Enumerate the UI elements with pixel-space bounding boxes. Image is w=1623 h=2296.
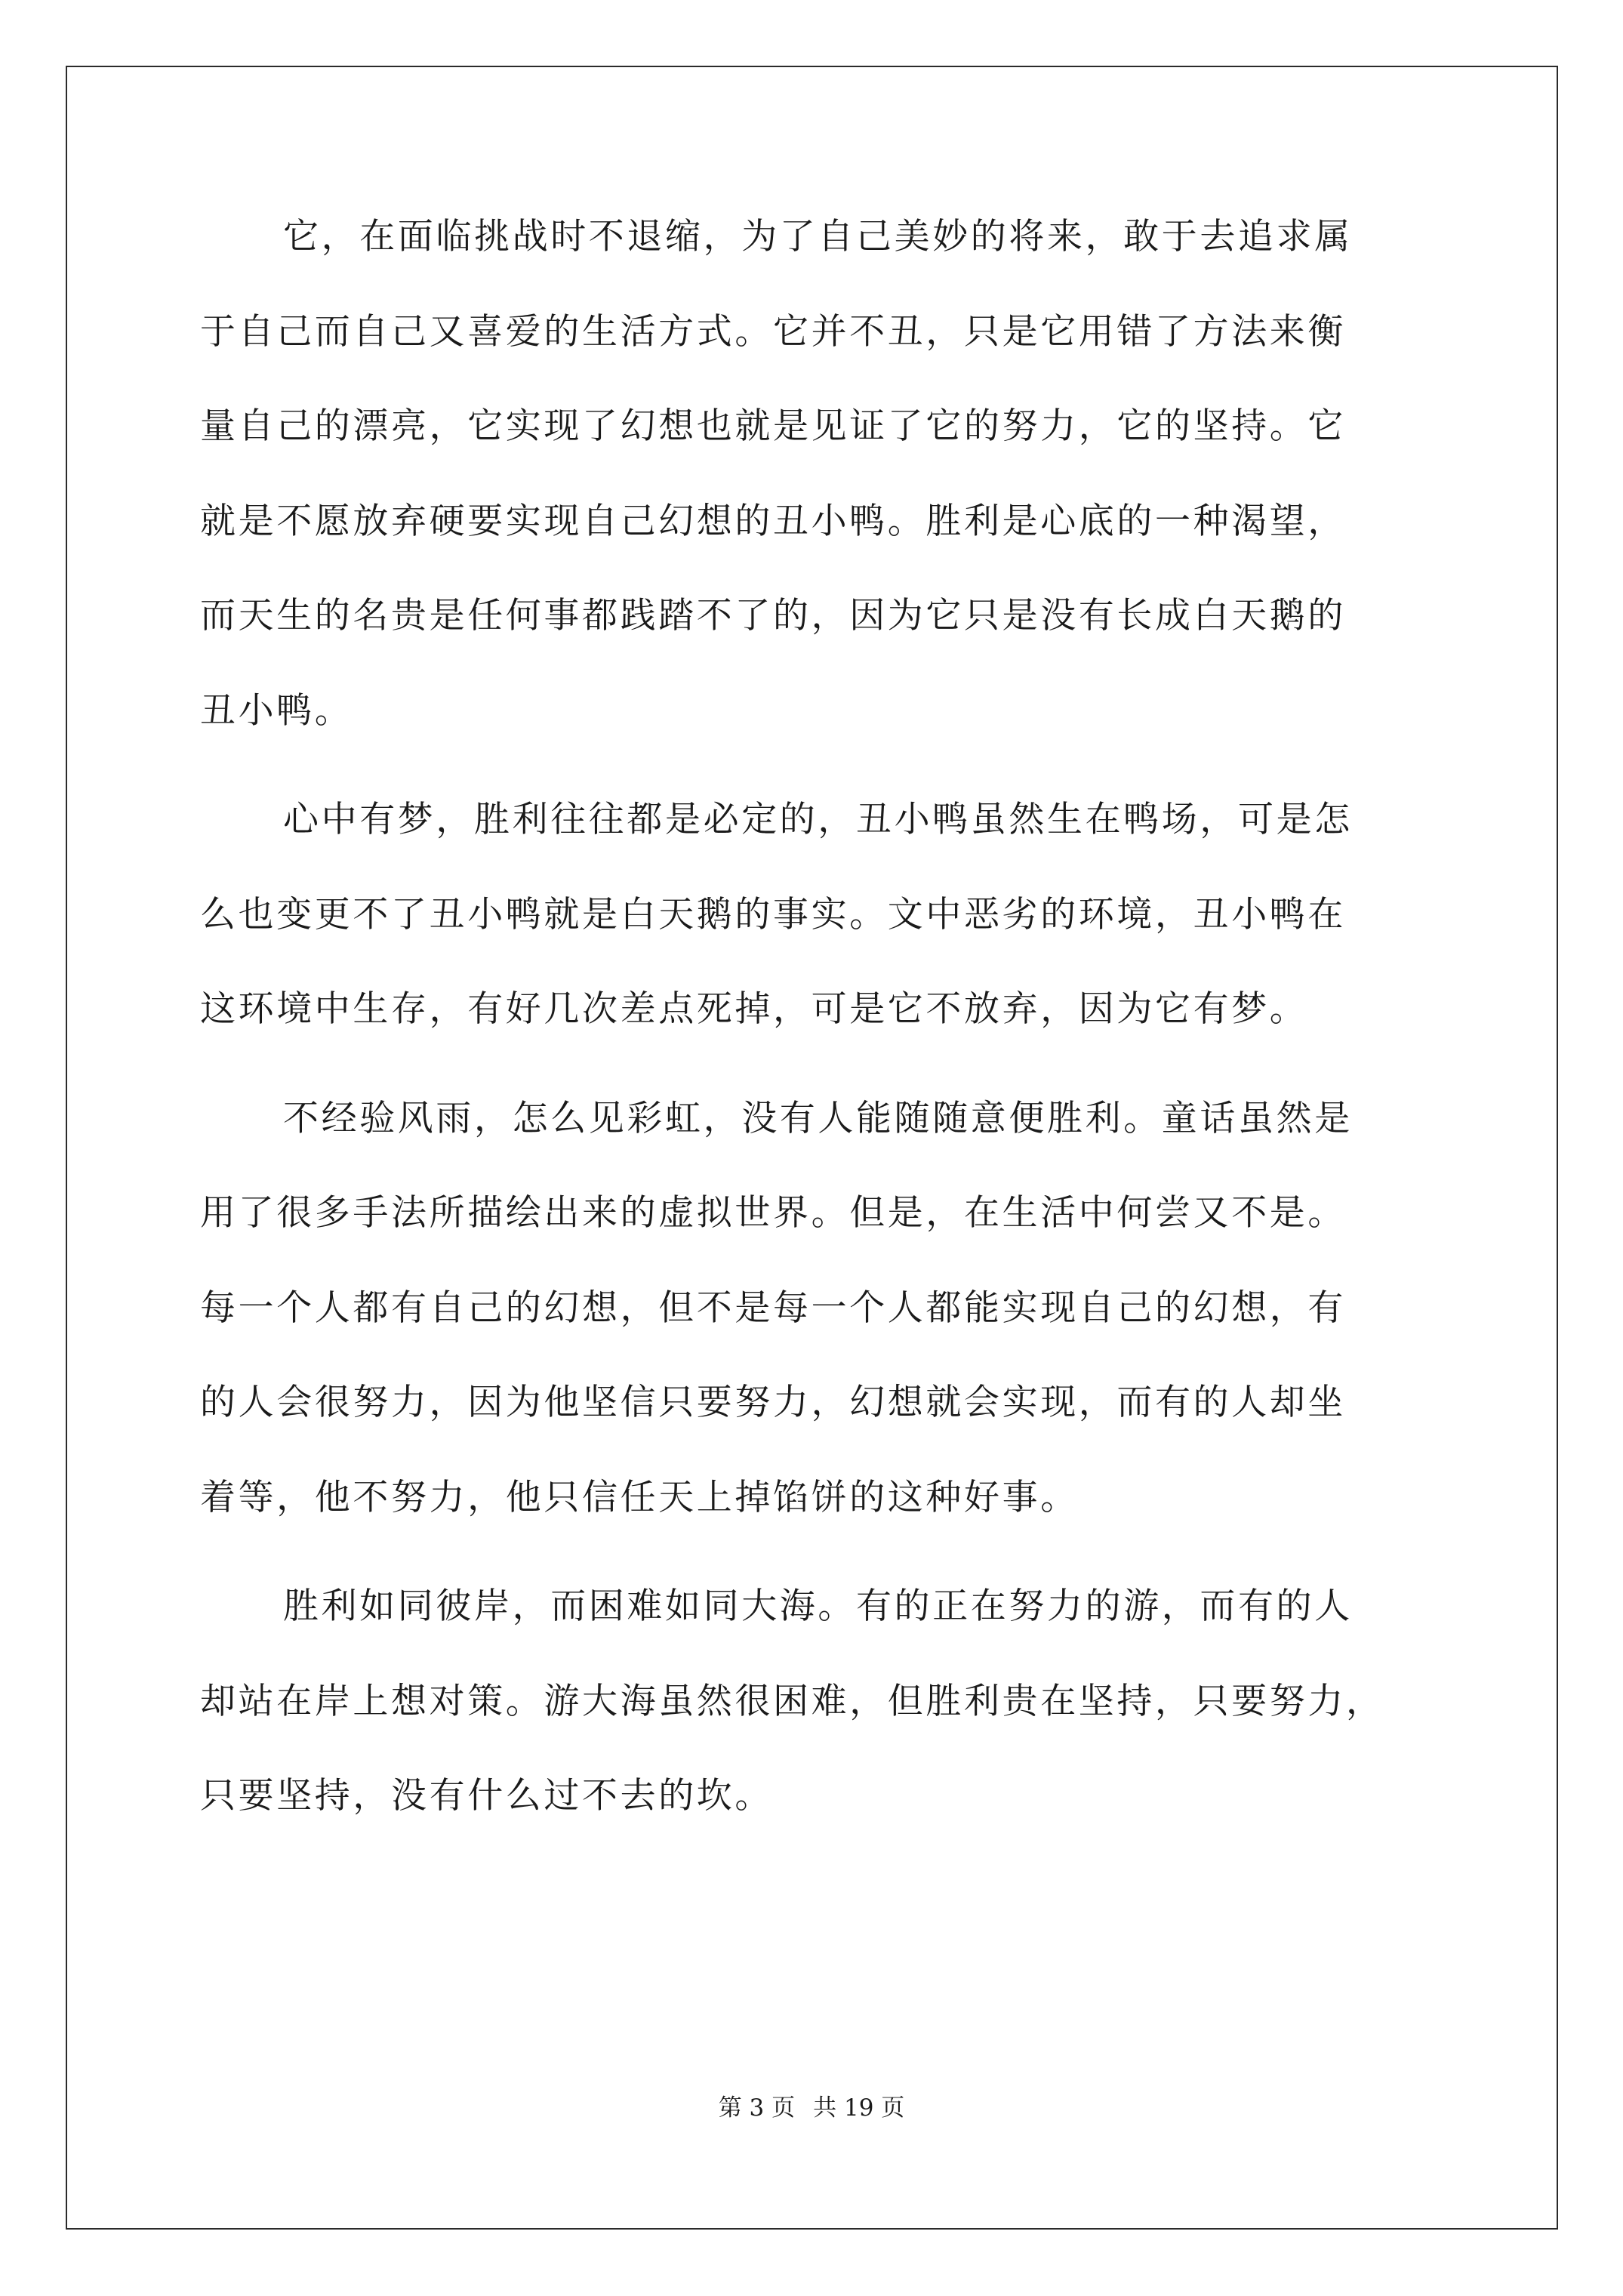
text-line: 着等，他不努力，他只信任天上掉馅饼的这种好事。 [200,1476,1079,1518]
text-line: 心中有梦，胜利往往都是必定的，丑小鸭虽然生在鸭场，可是怎 [283,799,1353,840]
paragraph [200,214,1438,782]
paragraph [200,797,1438,1081]
text-line: 它，在面临挑战时不退缩，为了自己美妙的将来，敢于去追求属 [283,216,1353,257]
text-line: 不经验风雨，怎么见彩虹，没有人能随随意便胜利。童话虽然是 [283,1097,1353,1139]
text-line: 就是不愿放弃硬要实现自己幻想的丑小鸭。胜利是心底的一种渴望， [200,500,1346,542]
text-line: 却站在岸上想对策。游大海虽然很困难，但胜利贵在坚持，只要努力， [200,1680,1384,1722]
text-line: 的人会很努力，因为他坚信只要努力，幻想就会实现，而有的人却坐 [200,1382,1346,1423]
text-line: 么也变更不了丑小鸭就是白天鹅的事实。文中恶劣的环境，丑小鸭在 [200,893,1346,935]
text-line: 胜利如同彼岸，而困难如同大海。有的正在努力的游，而有的人 [283,1586,1353,1627]
text-line: 量自己的漂亮，它实现了幻想也就是见证了它的努力，它的坚持。它 [200,405,1346,447]
text-line: 每一个人都有自己的幻想，但不是每一个人都能实现自己的幻想，有 [200,1287,1346,1329]
paragraph [200,1096,1438,1570]
text-line: 用了很多手法所描绘出来的虚拟世界。但是，在生活中何尝又不是。 [200,1192,1346,1234]
page-footer [0,2088,1623,2122]
text-line: 而天生的名贵是任何事都践踏不了的，因为它只是没有长成白天鹅的 [200,595,1346,636]
paragraph [200,1583,1438,1868]
page-number: 第 3 页 [718,2094,796,2122]
text-line: 只要坚持，没有什么过不去的坎。 [200,1775,773,1817]
text-line: 丑小鸭。 [200,689,353,732]
page-total: 共 19 页 [813,2094,905,2122]
text-line: 于自己而自己又喜爱的生活方式。它并不丑，只是它用错了方法来衡 [200,310,1346,353]
text-line: 这环境中生存，有好几次差点死掉，可是它不放弃，因为它有梦。 [200,988,1308,1030]
document-body [200,214,1438,1868]
